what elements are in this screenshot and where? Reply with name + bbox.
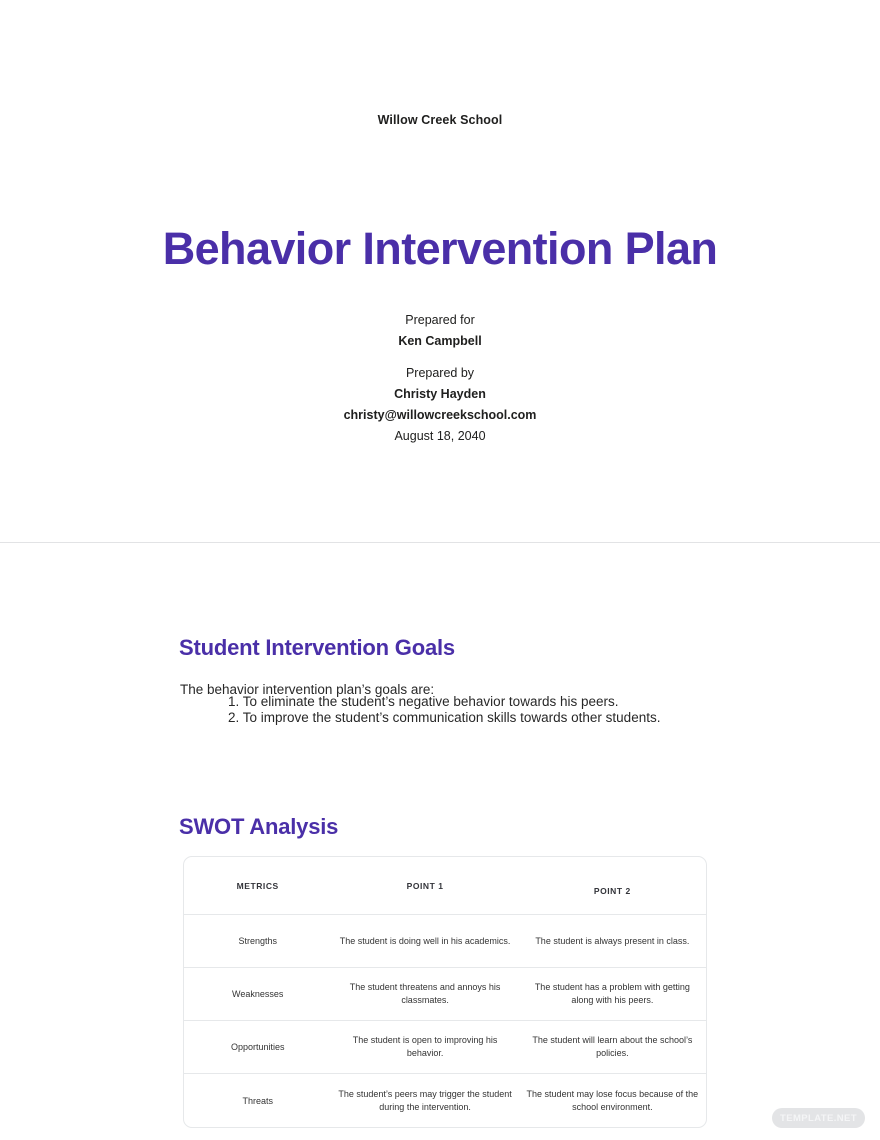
cell-point-1: The student threatens and annoys his classmates.: [349, 982, 501, 1005]
cell-point-1: The student is open to improving his behavior.: [352, 1035, 498, 1058]
cover-page: [0, 0, 880, 542]
cell-point-1: The student is doing well in his academics.: [339, 935, 511, 946]
cell-point-1: The student’s peers may trigger the student during the intervention.: [338, 1088, 512, 1112]
goals-intro-text: The behavior intervention plan’s goals are:: [180, 681, 435, 697]
document-date: August 18, 2040: [394, 429, 486, 443]
meta-spacer: [0, 352, 880, 363]
cell-point-2: The student is always present in class.: [535, 935, 690, 946]
cell-metric: Strengths: [238, 936, 277, 946]
table-row: [184, 1074, 706, 1127]
document-title: Behavior Intervention Plan: [162, 223, 718, 275]
column-header-point-2: POINT 2: [593, 885, 631, 896]
cell-point-2: The student may lose focus because of the school environment.: [526, 1088, 699, 1112]
prepared-for-label: Prepared for: [405, 313, 475, 327]
cell-metric: Threats: [242, 1095, 273, 1106]
column-header-point-1: POINT 1: [406, 880, 444, 891]
section-heading-goals: Student Intervention Goals: [179, 635, 455, 661]
list-item: 2. To improve the student’s communication skills towards other students.: [228, 709, 661, 725]
swot-analysis-table: [183, 856, 707, 1128]
table-header-row: [184, 857, 706, 915]
prepared-by-label: Prepared by: [405, 366, 475, 380]
table-row: [184, 1021, 706, 1074]
cell-metric: Weaknesses: [232, 989, 284, 999]
prepared-by-email: christy@willowcreekschool.com: [343, 408, 537, 422]
cell-point-2: The student has a problem with getting along with his peers.: [534, 982, 690, 1005]
section-heading-swot: SWOT Analysis: [179, 814, 339, 840]
template-watermark: TEMPLATE.NET: [772, 1108, 865, 1128]
list-item: 1. To eliminate the student’s negative behavior towards his peers.: [228, 694, 619, 709]
prepared-by-name: Christy Hayden: [394, 387, 486, 401]
cell-metric: Opportunities: [230, 1042, 285, 1052]
prepared-for-name: Ken Campbell: [398, 334, 482, 348]
cover-meta-block: [0, 310, 880, 447]
cell-point-2: The student will learn about the school’s policies.: [532, 1035, 693, 1058]
table-row: [184, 915, 706, 968]
table-row: [184, 968, 706, 1021]
goals-list: [228, 694, 660, 725]
page-divider: [0, 542, 880, 543]
organization-name: Willow Creek School: [377, 113, 503, 127]
column-header-metrics: METRICS: [236, 880, 279, 891]
